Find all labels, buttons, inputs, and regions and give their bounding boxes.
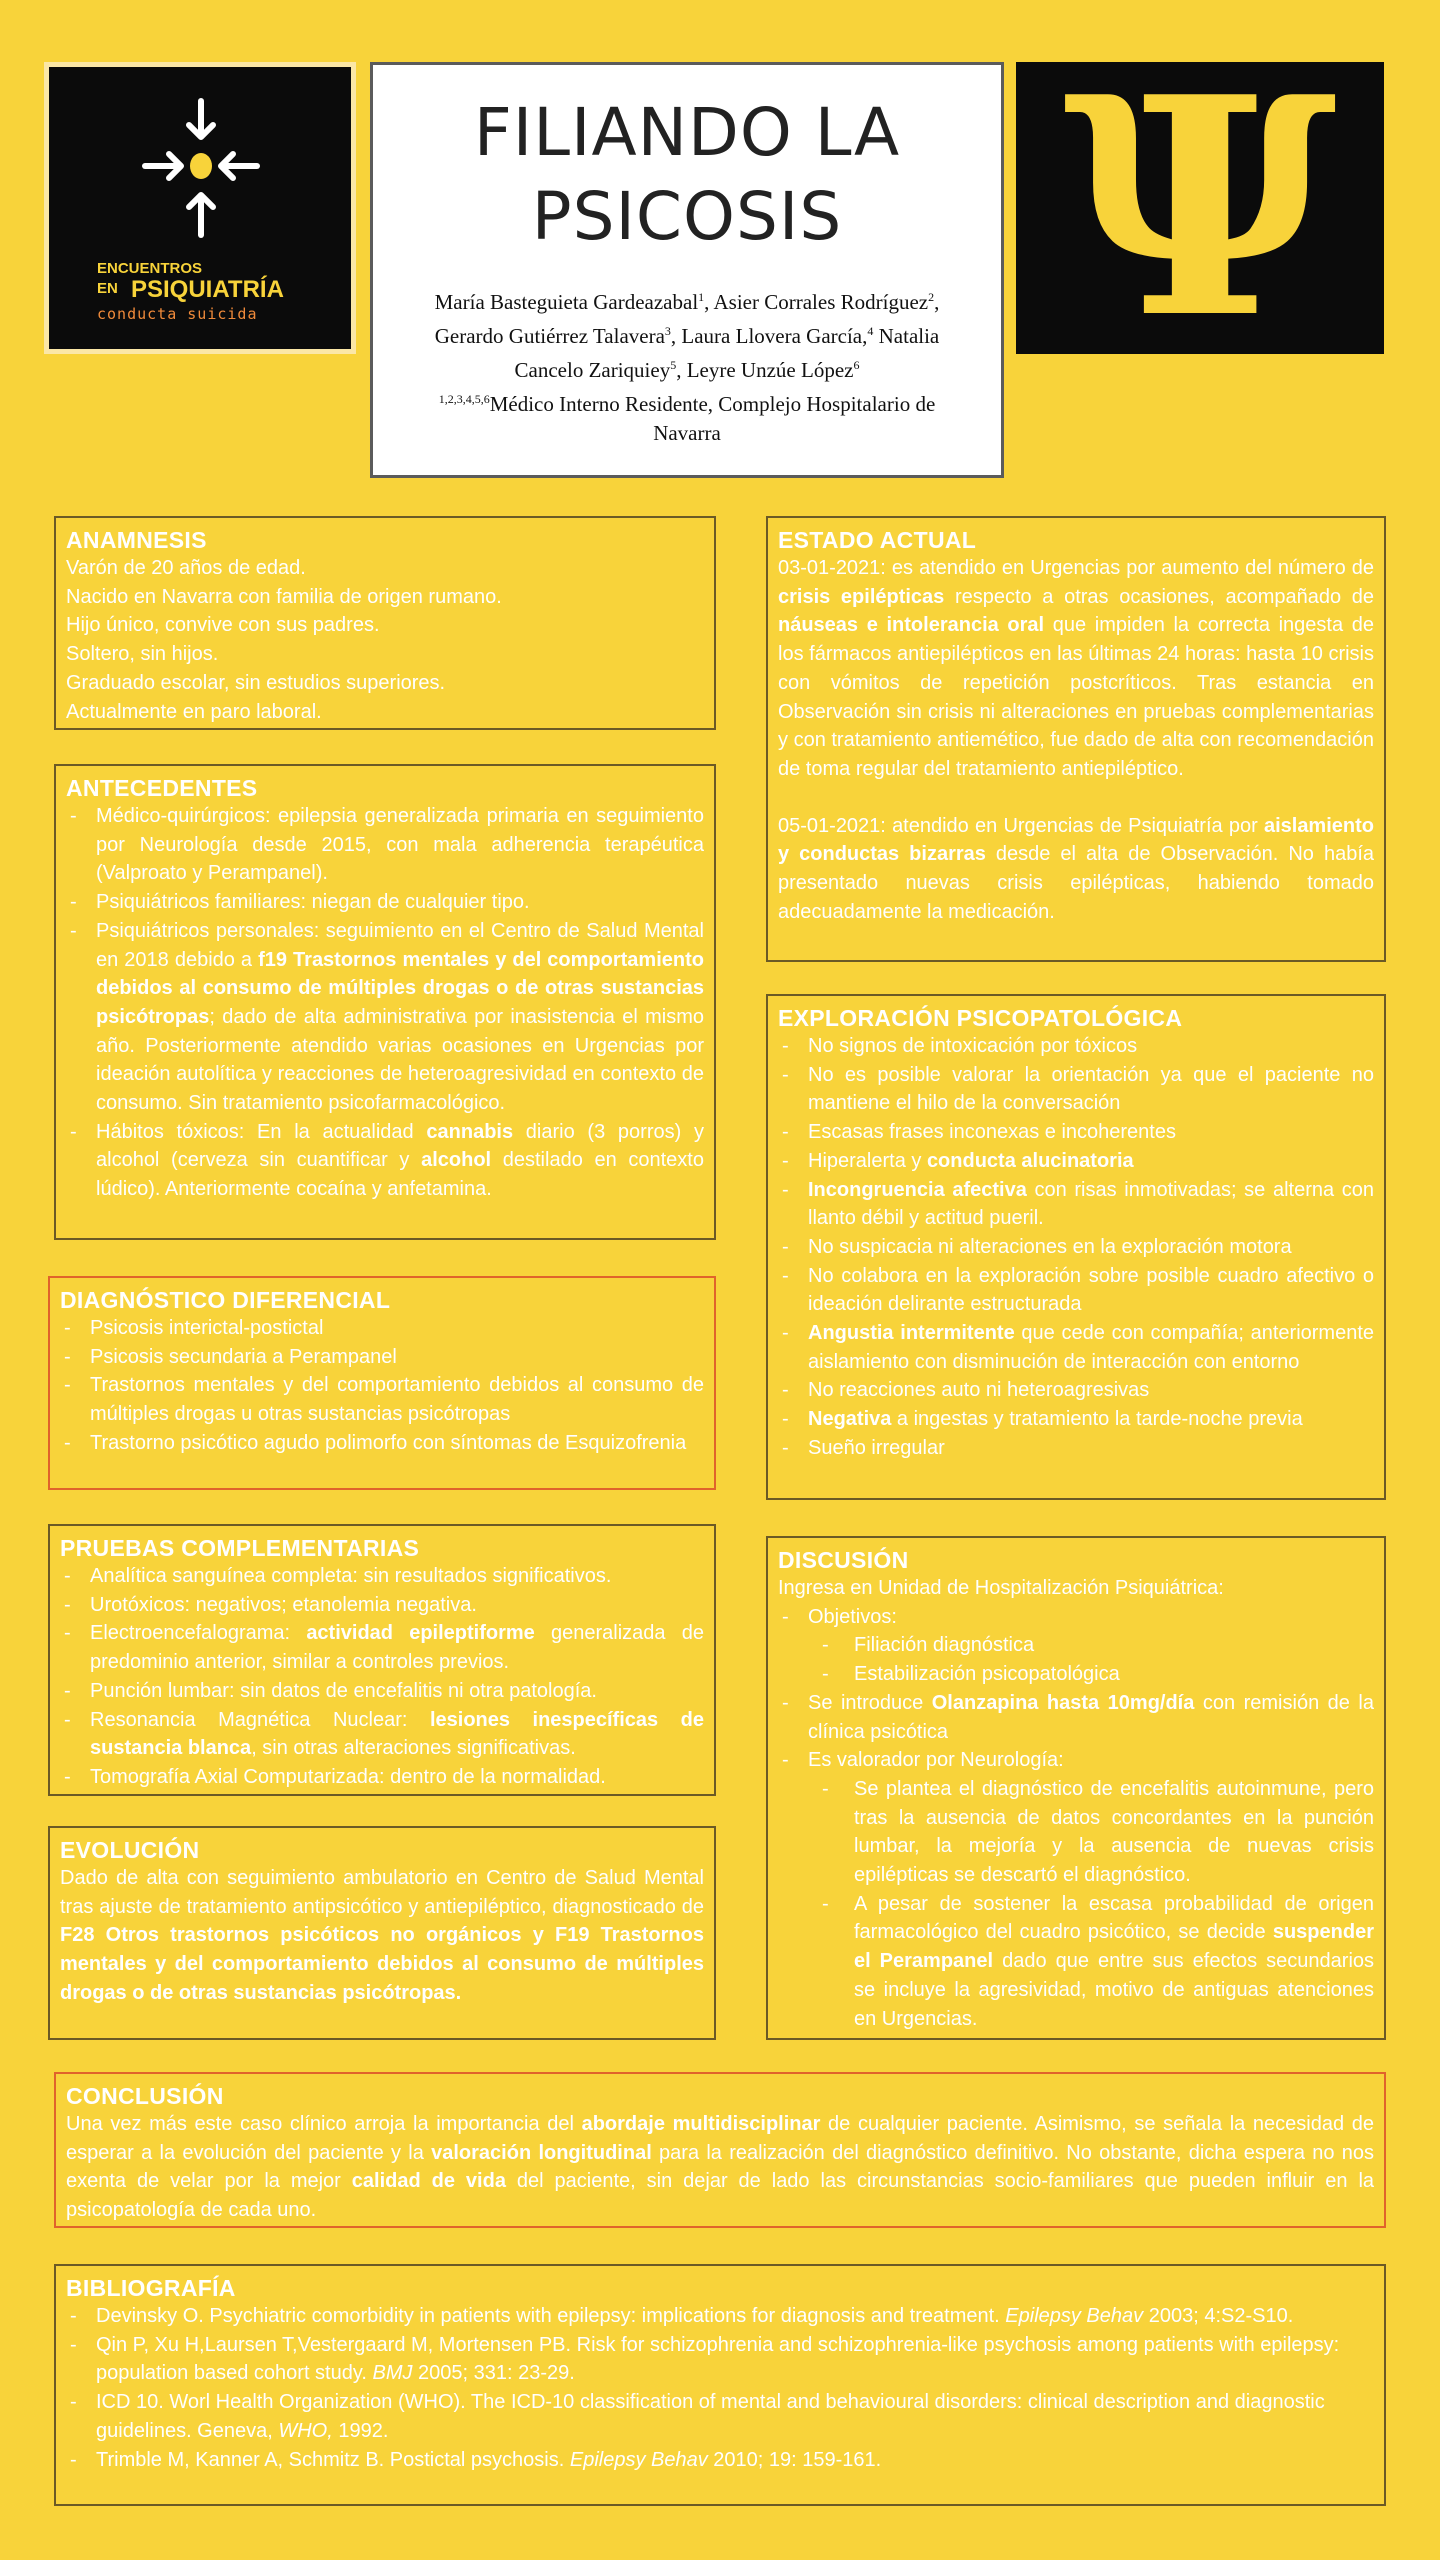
pruebas-item: - Electroencefalograma: actividad epileptiforme generalizada de predominio anterior, similar a controles previos. bbox=[60, 1619, 704, 1676]
antecedentes-item-medical: - Médico-quirúrgicos: epilepsia generalizada primaria en seguimiento por Neurología desde 2015, con mala adherencia terapéutica (Valproato y Perampanel). bbox=[66, 802, 704, 888]
author-6: Leyre Unzúe López$^6$ bbox=[686, 358, 860, 382]
author-3: Gerardo Gutiérrez Talavera$^3$, bbox=[434, 324, 682, 348]
discusion-item-neurologia: - Es valorador por Neurología: - Se plantea el diagnóstico de encefalitis autoinmune, pero tras la ausencia de datos concordantes en la punción lumbar, la mejoría y la ausencia de nuevas crisis epilépticas se descartó el diagnóstico. - A pesar de sostener la escasa probabilidad de origen farmacológico del cuadro psicótico, se decide suspender el Perampanel dado que entre sus efectos secundarios se incluye la agresividad, motivo de antiguas atenciones en Urgencias. bbox=[778, 1746, 1374, 2033]
exploracion-item: - No signos de intoxicación por tóxicos bbox=[778, 1032, 1374, 1061]
anamnesis-line: Nacido en Navarra con familia de origen rumano. bbox=[66, 585, 502, 608]
diagnostico-item: - Psicosis secundaria a Perampanel bbox=[60, 1343, 704, 1372]
exploracion-item: - Angustia intermitente que cede con compañía; anteriormente aislamiento con disminución de interacción con entorno bbox=[778, 1319, 1374, 1376]
affiliation: $^{1,2,3,4,5,6}$Médico Interno Residente, Complejo Hospitalario de Navarra bbox=[438, 392, 936, 445]
reference-item: - ICD 10. Worl Health Organization (WHO). The ICD-10 classification of mental and behavioural disorders: clinical description and diagnostic guidelines. Geneva, WHO, 1992. bbox=[66, 2388, 1374, 2445]
pruebas-item: - Analítica sanguínea completa: sin resultados significativos. bbox=[60, 1562, 704, 1591]
exploracion-item: - Sueño irregular bbox=[778, 1434, 1374, 1463]
logo-text-main: PSIQUIATRÍA bbox=[131, 276, 284, 303]
exploracion-item: - No colabora en la exploración sobre posible cuadro afectivo o ideación delirante estructurada bbox=[778, 1262, 1374, 1319]
title-line-2: PSICOSIS bbox=[531, 178, 843, 255]
discusion-neuro-point: - Se plantea el diagnóstico de encefalitis autoinmune, pero tras la ausencia de datos concordantes en la punción lumbar, la mejoría y la ausencia de nuevas crisis epilépticas se descartó el diagnóstico. bbox=[854, 1775, 1374, 1890]
discusion-section bbox=[766, 1536, 1386, 2040]
anamnesis-line: Soltero, sin hijos. bbox=[66, 643, 219, 666]
logo-text-prefix: EN bbox=[97, 280, 118, 297]
authors-block bbox=[421, 283, 953, 448]
diagnostico-item: - Trastornos mentales y del comportamiento debidos al consumo de múltiples drogas u otras sustancias psicótropas bbox=[60, 1371, 704, 1428]
discusion-objective: - Estabilización psicopatológica bbox=[854, 1660, 1374, 1689]
exploracion-item: - No suspicacia ni alteraciones en la exploración motora bbox=[778, 1233, 1374, 1262]
pruebas-item: - Tomografía Axial Computarizada: dentro de la normalidad. bbox=[60, 1763, 704, 1792]
anamnesis-line: Graduado escolar, sin estudios superiores. bbox=[66, 671, 446, 694]
anamnesis-section bbox=[54, 516, 716, 730]
author-5: Natalia Cancelo Zariquiey$^5$, bbox=[514, 324, 940, 382]
diagnostico-item: - Psicosis interictal-postictal bbox=[60, 1314, 704, 1343]
title-line-1: FILIANDO LA bbox=[473, 94, 901, 171]
discusion-item-objetivos: - Objetivos: - Filiación diagnóstica - Estabilización psicopatológica bbox=[778, 1603, 1374, 1689]
reference-item: - Trimble M, Kanner A, Schmitz B. Postictal psychosis. Epilepsy Behav 2010; 19: 159-161. bbox=[66, 2446, 1374, 2475]
antecedentes-heading: ANTECEDENTES bbox=[66, 775, 258, 801]
estado-paragraph-1: 03-01-2021: es atendido en Urgencias por aumento del número de crisis epilépticas respecto a otras ocasiones, acompañado de náuseas e intolerancia oral que impiden la correcta ingesta de los fármacos antiepilépticos en las últimas 24 horas: hasta 10 crisis con vómitos de repetición postcríticos. Tras estancia en Observación sin crisis ni alteraciones en pruebas complementarias y con tratamiento antiemético, fue dado de alta con recomendación de toma regular del tratamiento antiepiléptico. bbox=[778, 557, 1374, 780]
author-4: Laura Llovera García,$^4$ bbox=[681, 324, 874, 348]
author-1: María Basteguieta Gardeazabal$^1$, bbox=[434, 290, 714, 314]
exploracion-item: - Negativa a ingestas y tratamiento la tarde-noche previa bbox=[778, 1405, 1374, 1434]
discusion-heading: DISCUSIÓN bbox=[778, 1547, 909, 1573]
bibliografia-section bbox=[54, 2264, 1386, 2506]
exploracion-item: - Escasas frases inconexas e incoherentes bbox=[778, 1118, 1374, 1147]
evolucion-section bbox=[48, 1826, 716, 2040]
exploracion-item: - No reacciones auto ni heteroagresivas bbox=[778, 1376, 1374, 1405]
exploracion-item: - Hiperalerta y conducta alucinatoria bbox=[778, 1147, 1374, 1176]
pruebas-section bbox=[48, 1524, 716, 1796]
diagnostico-section bbox=[48, 1276, 716, 1490]
conclusion-text: Una vez más este caso clínico arroja la importancia del abordaje multidisciplinar de cualquier paciente. Asimismo, se señala la necesidad de esperar a la evolución del paciente y la valoración longitudinal para la realización del diagnóstico definitivo. No obstante, dicha espera no nos exenta de velar por la mejor calidad de vida del paciente, sin dejar de lado las circunstancias socio-familiares que pueden influir en la psicopatología de cada uno. bbox=[66, 2113, 1375, 2222]
pruebas-heading: PRUEBAS COMPLEMENTARIAS bbox=[60, 1535, 420, 1561]
exploracion-section bbox=[766, 994, 1386, 1500]
estado-paragraph-2: 05-01-2021: atendido en Urgencias de Psiquiatría por aislamiento y conductas bizarras desde el alta de Observación. No había presentado nuevas crisis epilépticas, habiendo tomado adecuadamente la medicación. bbox=[778, 814, 1374, 923]
diagnostico-item: - Trastorno psicótico agudo polimorfo con síntomas de Esquizofrenia bbox=[60, 1429, 704, 1458]
title-block bbox=[370, 62, 1004, 478]
conclusion-heading: CONCLUSIÓN bbox=[66, 2083, 224, 2109]
psi-icon: Ψ bbox=[1063, 31, 1337, 384]
discusion-intro: Ingresa en Unidad de Hospitalización Psiquiátrica: bbox=[778, 1577, 1224, 1599]
antecedentes-item-family: - Psiquiátricos familiares: niegan de cualquier tipo. bbox=[66, 888, 704, 917]
exploracion-item: - Incongruencia afectiva con risas inmotivadas; se alterna con llanto débil y actitud pueril. bbox=[778, 1176, 1374, 1233]
anamnesis-line: Varón de 20 años de edad. bbox=[66, 557, 306, 579]
discusion-neuro-point: - A pesar de sostener la escasa probabilidad de origen farmacológico del cuadro psicótico, se decide suspender el Perampanel dado que entre sus efectos secundarios se incluye la agresividad, motivo de antiguas atenciones en Urgencias. bbox=[854, 1890, 1374, 2034]
arrows-target-icon bbox=[49, 67, 351, 349]
bibliografia-heading: BIBLIOGRAFÍA bbox=[66, 2275, 236, 2301]
discusion-objective: - Filiación diagnóstica bbox=[854, 1631, 1374, 1660]
diagnostico-heading: DIAGNÓSTICO DIFERENCIAL bbox=[60, 1287, 391, 1313]
antecedentes-item-toxic: - Hábitos tóxicos: En la actualidad cannabis diario (3 porros) y alcohol (cerveza sin cuantificar y alcohol destilado en contexto lúdico). Anteriormente cocaína y anfetamina. bbox=[66, 1118, 704, 1204]
discusion-item-olanzapina: - Se introduce Olanzapina hasta 10mg/día con remisión de la clínica psicótica bbox=[778, 1689, 1374, 1746]
reference-item: - Qin P, Xu H,Laursen T,Vestergaard M, Mortensen PB. Risk for schizophrenia and schizophrenia-like psychosis among patients with epilepsy: population based cohort study. BMJ 2005; 331: 23-29. bbox=[66, 2331, 1374, 2388]
logo-text-line1: ENCUENTROS bbox=[97, 260, 203, 277]
conclusion-section bbox=[54, 2072, 1386, 2228]
anamnesis-heading: ANAMNESIS bbox=[66, 527, 207, 553]
exploracion-item: - No es posible valorar la orientación ya que el paciente no mantiene el hilo de la conversación bbox=[778, 1061, 1374, 1118]
author-2: Asier Corrales Rodríguez$^2$, bbox=[713, 290, 940, 314]
event-logo bbox=[44, 62, 356, 354]
pruebas-item: - Punción lumbar: sin datos de encefalitis ni otra patología. bbox=[60, 1677, 704, 1706]
exploracion-heading: EXPLORACIÓN PSICOPATOLÓGICA bbox=[778, 1005, 1183, 1031]
logo-text-subtitle: conducta suicida bbox=[97, 305, 258, 323]
anamnesis-line: Actualmente en paro laboral. bbox=[66, 700, 322, 723]
poster-title bbox=[373, 91, 1001, 259]
reference-item: - Devinsky O. Psychiatric comorbidity in patients with epilepsy: implications for diagnosis and treatment. Epilepsy Behav 2003; 4:S2-S10. bbox=[66, 2302, 1374, 2331]
evolucion-heading: EVOLUCIÓN bbox=[60, 1837, 200, 1863]
estado-section bbox=[766, 516, 1386, 962]
pruebas-item: - Resonancia Magnética Nuclear: lesiones inespecíficas de sustancia blanca, sin otras alteraciones significativas. bbox=[60, 1706, 704, 1763]
antecedentes-section bbox=[54, 764, 716, 1240]
estado-heading: ESTADO ACTUAL bbox=[778, 527, 977, 553]
evolucion-text: Dado de alta con seguimiento ambulatorio en Centro de Salud Mental tras ajuste de tratamiento antipsicótico y antiepiléptico, diagnosticado de F28 Otros trastornos psicóticos no orgánicos y F19 Trastornos mentales y del comportamiento debidos al consumo de múltiples drogas o de otras sustancias psicótropas. bbox=[60, 1867, 704, 2004]
antecedentes-item-personal: - Psiquiátricos personales: seguimiento en el Centro de Salud Mental en 2018 debido a f19 Trastornos mentales y del comportamiento debidos al consumo de múltiples drogas o de otras sustancias psicótropas; dado de alta administrativa por inasistencia el mismo año. Posteriormente atendido varias ocasiones en Urgencias por ideación autolítica y reacciones de heteroagresividad en contexto de consumo. Sin tratamiento psicofarmacológico. bbox=[66, 917, 704, 1118]
pruebas-item: - Urotóxicos: negativos; etanolemia negativa. bbox=[60, 1591, 704, 1620]
anamnesis-line: Hijo único, convive con sus padres. bbox=[66, 614, 380, 637]
psi-logo bbox=[1016, 31, 1384, 384]
